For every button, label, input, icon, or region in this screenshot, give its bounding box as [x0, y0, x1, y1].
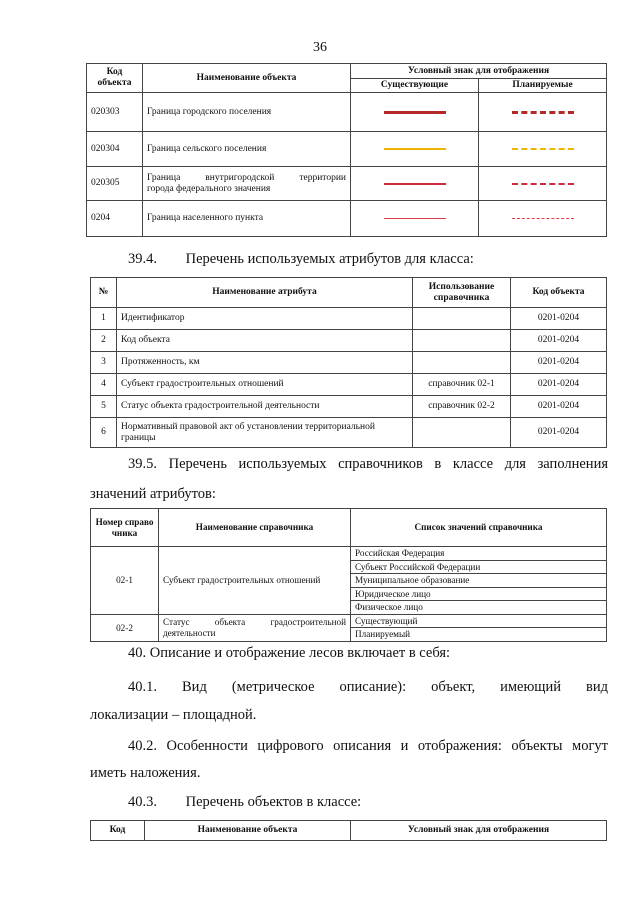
header-reference-values: Список значений справочника [351, 509, 607, 547]
existing-symbol-cell [351, 167, 479, 201]
solid-line-symbol [384, 183, 446, 185]
header-object-name: Наименование объекта [143, 64, 351, 93]
table-row [91, 547, 607, 561]
dashed-line-symbol [512, 111, 574, 114]
table-row [91, 330, 607, 352]
reference-value-cell: Субъект Российской Федерации [351, 560, 607, 574]
attribute-name-cell: Код объекта [117, 330, 413, 352]
reference-cell [413, 352, 511, 374]
object-name-cell [143, 167, 351, 201]
attribute-name-cell: Статус объекта градостроительной деятельности [117, 396, 413, 418]
object-code-cell: 020305 [87, 167, 143, 201]
header-reference-name: Наименование справочника [159, 509, 351, 547]
reference-value-cell: Планируемый [351, 628, 607, 642]
section-40-1-cont: локализации – площадной. [90, 707, 257, 723]
header-display-sign: Условный знак для отображения [351, 821, 607, 841]
section-number: 39.4. [128, 251, 157, 267]
reference-number-cell: 02-2 [91, 614, 159, 641]
object-code-cell: 020303 [87, 93, 143, 132]
row-number: 2 [91, 330, 117, 352]
table-row [91, 418, 607, 448]
reference-value-cell: Российская Федерация [351, 547, 607, 561]
header-reference-number: Номер справочника [91, 509, 159, 547]
object-code-cell: 0201-0204 [511, 330, 607, 352]
section-text-line: Особенности цифрового описания и отображения: объекты могут [166, 738, 608, 754]
object-name-cell: Граница населенного пункта [143, 201, 351, 237]
header-display-sign: Условный знак для отображения [351, 64, 607, 79]
reference-name-cell: Статус объекта градостроительной деятельности [159, 614, 351, 641]
section-number: 40.2. [128, 738, 157, 754]
table-row [91, 308, 607, 330]
attributes-table [90, 277, 607, 448]
reference-cell [413, 308, 511, 330]
row-number: 5 [91, 396, 117, 418]
reference-value-cell: Существующий [351, 614, 607, 628]
table-row [91, 374, 607, 396]
solid-line-symbol [384, 111, 446, 114]
attribute-name-cell: Идентификатор [117, 308, 413, 330]
section-text: Перечень объектов в классе: [185, 794, 362, 810]
existing-symbol-cell [351, 93, 479, 132]
reference-cell [413, 330, 511, 352]
section-40: 40. Описание и отображение лесов включает в себя: [128, 645, 451, 661]
header-code: Код [91, 821, 145, 841]
page-number: 36 [313, 40, 327, 55]
table-row [87, 167, 607, 201]
section-40-2 [128, 738, 608, 755]
object-code-cell: 0201-0204 [511, 308, 607, 330]
object-code-cell: 0204 [87, 201, 143, 237]
table-row [91, 352, 607, 374]
table-row [87, 201, 607, 237]
object-code-cell: 0201-0204 [511, 418, 607, 448]
planned-symbol-cell [479, 201, 607, 237]
object-name-line: города федерального значения [147, 183, 271, 194]
reference-value-cell: Юридическое лицо [351, 587, 607, 601]
object-name-line: Граница внутригородской территории [147, 172, 346, 183]
attribute-name-cell: Протяженность, км [117, 352, 413, 374]
existing-symbol-cell [351, 201, 479, 237]
attribute-name-cell: Субъект градостроительных отношений [117, 374, 413, 396]
table-row [87, 132, 607, 167]
section-39-5 [128, 456, 608, 473]
boundary-objects-table [86, 63, 607, 237]
header-planned: Планируемые [479, 79, 607, 93]
table-row [87, 93, 607, 132]
object-code-cell: 0201-0204 [511, 374, 607, 396]
solid-line-symbol [384, 218, 446, 219]
attribute-name-cell: Нормативный правовой акт об установлении территориальной границы [117, 418, 413, 448]
section-number: 40.1. [128, 679, 157, 695]
section-text-line: Вид (метрическое описание): объект, имеющий вид [182, 679, 608, 695]
section-number: 39.5. [128, 456, 157, 472]
object-code-cell: 0201-0204 [511, 352, 607, 374]
object-code-cell: 020304 [87, 132, 143, 167]
section-text: Перечень используемых атрибутов для класса: [185, 251, 474, 267]
dashed-line-symbol [512, 218, 574, 219]
solid-line-symbol [384, 148, 446, 150]
row-number: 6 [91, 418, 117, 448]
reference-books-table [90, 508, 607, 642]
reference-number-cell: 02-1 [91, 547, 159, 615]
reference-cell: справочник 02-1 [413, 374, 511, 396]
header-object-code: Код объекта [87, 64, 143, 93]
header-reference-usage: Использование справочника [413, 278, 511, 308]
header-object-code: Код объекта [511, 278, 607, 308]
row-number: 4 [91, 374, 117, 396]
row-number: 1 [91, 308, 117, 330]
planned-symbol-cell [479, 167, 607, 201]
reference-name-cell: Субъект градостроительных отношений [159, 547, 351, 615]
row-number: 3 [91, 352, 117, 374]
section-40-3 [128, 794, 608, 811]
dashed-line-symbol [512, 183, 574, 185]
header-attribute-name: Наименование атрибута [117, 278, 413, 308]
dashed-line-symbol [512, 148, 574, 150]
section-40-1 [128, 679, 608, 696]
forest-objects-table [90, 820, 607, 841]
section-text-line: Перечень используемых справочников в классе для заполнения [168, 456, 608, 472]
reference-cell [413, 418, 511, 448]
section-39-5-cont: значений атрибутов: [90, 486, 216, 502]
object-name-cell: Граница городского поселения [143, 93, 351, 132]
table-row [91, 614, 607, 628]
reference-value-cell: Физическое лицо [351, 601, 607, 615]
planned-symbol-cell [479, 132, 607, 167]
object-code-cell: 0201-0204 [511, 396, 607, 418]
object-name-cell: Граница сельского поселения [143, 132, 351, 167]
header-object-name: Наименование объекта [145, 821, 351, 841]
section-39-4 [128, 251, 608, 268]
table-row [91, 396, 607, 418]
reference-value-cell: Муниципальное образование [351, 574, 607, 588]
section-number: 40.3. [128, 794, 157, 810]
planned-symbol-cell [479, 93, 607, 132]
existing-symbol-cell [351, 132, 479, 167]
section-40-2-cont: иметь наложения. [90, 765, 201, 781]
header-existing: Существующие [351, 79, 479, 93]
header-number: № [91, 278, 117, 308]
reference-cell: справочник 02-2 [413, 396, 511, 418]
